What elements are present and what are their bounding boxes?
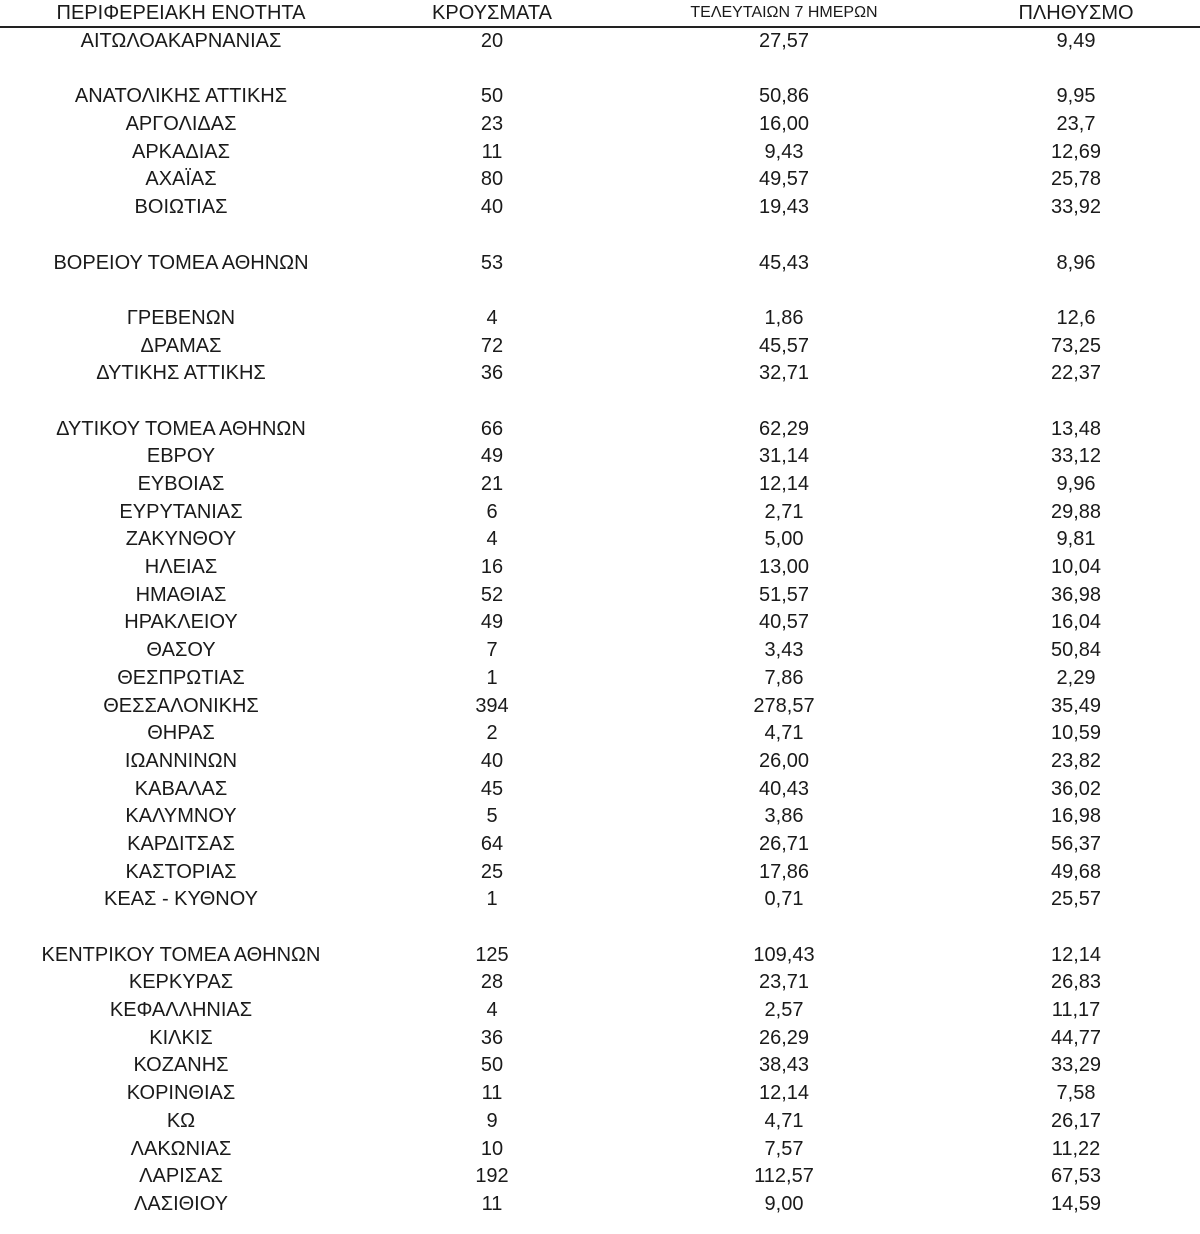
cell-cases: 72 [480, 334, 504, 357]
cell-region: ΛΑΣΙΘΙΟΥ [134, 1192, 228, 1215]
table-row [0, 471, 1200, 499]
cell-population: 12,6 [1056, 306, 1096, 329]
cell-population: 23,82 [1050, 749, 1102, 772]
header-region: ΠΕΡΙΦΕΡΕΙΑΚΗ ΕΝΟΤΗΤΑ [56, 2, 306, 24]
cell-last-7-days: 112,57 [754, 1165, 814, 1188]
cell-region: ΔΥΤΙΚΟΥ ΤΟΜΕΑ ΑΘΗΝΩΝ [56, 417, 306, 440]
cell-cases: 9 [486, 1109, 498, 1132]
cell-last-7-days: 50,86 [758, 85, 810, 108]
cell-population: 11,22 [1051, 1137, 1101, 1160]
cell-last-7-days: 13,00 [758, 556, 810, 579]
cell-region: ΗΡΑΚΛΕΙΟΥ [124, 611, 238, 634]
cell-cases: 52 [480, 583, 504, 606]
cell-last-7-days: 0,71 [764, 888, 804, 911]
cell-region: ΑΧΑΪΑΣ [145, 168, 217, 191]
cell-last-7-days: 2,57 [764, 999, 804, 1022]
cell-region: ΚΩ [166, 1109, 196, 1132]
table-row [0, 166, 1200, 194]
cell-population: 10,59 [1050, 722, 1102, 745]
cell-cases: 45 [480, 777, 504, 800]
cell-last-7-days: 32,71 [758, 362, 810, 385]
table-row [0, 803, 1200, 831]
table-row [0, 83, 1200, 111]
cell-cases: 7 [486, 639, 498, 662]
cell-last-7-days: 38,43 [758, 1054, 810, 1077]
table-row [0, 360, 1200, 388]
cell-cases: 4 [486, 306, 498, 329]
cell-region: ΚΕΝΤΡΙΚΟΥ ΤΟΜΕΑ ΑΘΗΝΩΝ [41, 943, 321, 966]
cell-last-7-days: 45,57 [758, 334, 810, 357]
cell-last-7-days: 23,71 [758, 971, 810, 994]
table-row [0, 969, 1200, 997]
cell-population: 12,14 [1050, 943, 1102, 966]
cell-cases: 40 [480, 196, 504, 219]
cell-region: ΘΕΣΠΡΩΤΙΑΣ [117, 666, 245, 689]
cell-last-7-days: 9,00 [764, 1192, 804, 1215]
cell-population: 22,37 [1050, 362, 1102, 385]
cell-population: 23,7 [1056, 113, 1096, 136]
cell-region: ΘΑΣΟΥ [146, 639, 216, 662]
cell-region: ΚΕΦΑΛΛΗΝΙΑΣ [109, 999, 253, 1022]
cell-cases: 4 [486, 999, 498, 1022]
cell-population: 50,84 [1050, 639, 1102, 662]
cell-last-7-days: 5,00 [764, 528, 804, 551]
cell-cases: 11 [481, 1082, 503, 1105]
cell-population: 9,95 [1056, 85, 1096, 108]
cell-population: 26,17 [1050, 1109, 1102, 1132]
cell-last-7-days: 26,00 [758, 749, 810, 772]
header-last-7-days: ΤΕΛΕΥΤΑΙΩΝ 7 ΗΜΕΡΩΝ [690, 4, 878, 21]
table-body [0, 28, 1200, 1219]
table-row [0, 693, 1200, 721]
cell-last-7-days: 4,71 [764, 722, 804, 745]
cell-region: ΓΡΕΒΕΝΩΝ [126, 306, 236, 329]
cell-last-7-days: 7,57 [764, 1137, 804, 1160]
cell-last-7-days: 12,14 [758, 473, 810, 495]
cell-region: ΚΟΡΙΝΘΙΑΣ [126, 1082, 236, 1105]
cell-cases: 25 [480, 860, 504, 883]
cell-region: ΕΥΒΟΙΑΣ [137, 473, 225, 495]
cell-cases: 36 [480, 362, 504, 385]
cell-region: ΔΥΤΙΚΗΣ ΑΤΤΙΚΗΣ [96, 362, 266, 385]
table-row [0, 886, 1200, 914]
table-row [0, 1080, 1200, 1108]
cell-cases: 6 [486, 500, 498, 523]
cell-region: ΕΒΡΟΥ [146, 445, 216, 468]
table-row [0, 1163, 1200, 1191]
cell-cases: 20 [480, 30, 504, 52]
cell-cases: 1 [486, 666, 498, 689]
table-row [0, 443, 1200, 471]
table-row [0, 1025, 1200, 1053]
cell-cases: 10 [480, 1137, 504, 1160]
cell-region: ΒΟΙΩΤΙΑΣ [134, 196, 228, 219]
cell-cases: 4 [486, 528, 498, 551]
cell-cases: 2 [486, 722, 498, 745]
cell-cases: 53 [480, 251, 504, 274]
table-row [0, 28, 1200, 56]
cell-cases: 11 [481, 1192, 503, 1215]
cell-last-7-days: 16,00 [758, 113, 810, 136]
cell-region: ΔΡΑΜΑΣ [140, 334, 222, 357]
cell-population: 14,59 [1050, 1192, 1102, 1215]
table-row [0, 720, 1200, 748]
cell-population: 25,57 [1050, 888, 1102, 911]
cell-population: 9,96 [1056, 473, 1096, 495]
cell-cases: 36 [480, 1026, 504, 1049]
table-row [0, 748, 1200, 776]
cell-last-7-days: 62,29 [758, 417, 810, 440]
cell-last-7-days: 26,29 [758, 1026, 810, 1049]
cell-cases: 5 [486, 805, 498, 828]
table-row [0, 333, 1200, 361]
cell-population: 16,98 [1050, 805, 1102, 828]
table-row [0, 139, 1200, 167]
cell-last-7-days: 4,71 [764, 1109, 804, 1132]
cell-region: ΙΩΑΝΝΙΝΩΝ [124, 749, 238, 772]
cell-cases: 49 [480, 445, 504, 468]
cell-last-7-days: 9,43 [764, 140, 804, 163]
cell-cases: 394 [475, 694, 509, 717]
cell-population: 13,48 [1050, 417, 1102, 440]
cell-cases: 16 [480, 556, 504, 579]
cell-cases: 80 [480, 168, 504, 191]
cell-region: ΛΑΚΩΝΙΑΣ [130, 1137, 232, 1160]
cell-population: 26,83 [1050, 971, 1102, 994]
cell-cases: 23 [480, 113, 504, 136]
cell-region: ΚΑΛΥΜΝΟΥ [125, 805, 237, 828]
cell-population: 8,96 [1056, 251, 1096, 274]
cell-cases: 50 [480, 85, 504, 108]
cell-last-7-days: 3,43 [764, 639, 804, 662]
table-row [0, 942, 1200, 970]
cell-last-7-days: 45,43 [758, 251, 810, 274]
table-row [0, 526, 1200, 554]
cell-population: 16,04 [1050, 611, 1102, 634]
cell-last-7-days: 2,71 [764, 500, 804, 523]
cell-region: ΛΑΡΙΣΑΣ [139, 1165, 223, 1188]
cell-region: ΑΡΓΟΛΙΔΑΣ [125, 113, 237, 136]
cell-region: ΒΟΡΕΙΟΥ ΤΟΜΕΑ ΑΘΗΝΩΝ [53, 251, 309, 274]
cell-last-7-days: 12,14 [758, 1082, 810, 1105]
table-row [0, 665, 1200, 693]
table-row [0, 305, 1200, 333]
cell-cases: 21 [480, 473, 504, 495]
cell-last-7-days: 3,86 [764, 805, 804, 828]
cell-population: 35,49 [1050, 694, 1102, 717]
cell-region: ΚΙΛΚΙΣ [149, 1026, 213, 1049]
cell-region: ΚΕΑΣ - ΚΥΘΝΟΥ [104, 888, 258, 911]
cell-cases: 192 [475, 1165, 509, 1188]
header-cases: ΚΡΟΥΣΜΑΤΑ [432, 2, 552, 24]
cell-last-7-days: 40,43 [758, 777, 810, 800]
cell-population: 10,04 [1050, 556, 1102, 579]
table-row [0, 554, 1200, 582]
cell-population: 33,92 [1050, 196, 1102, 219]
cell-population: 44,77 [1050, 1026, 1102, 1049]
cell-region: ΚΑΡΔΙΤΣΑΣ [127, 832, 235, 855]
table-row [0, 582, 1200, 610]
cell-region: ΘΕΣΣΑΛΟΝΙΚΗΣ [103, 694, 259, 717]
table-row [0, 1108, 1200, 1136]
cell-population: 29,88 [1050, 500, 1102, 523]
cell-last-7-days: 40,57 [758, 611, 810, 634]
cell-region: ΖΑΚΥΝΘΟΥ [125, 528, 237, 551]
table-row [0, 831, 1200, 859]
table-row [0, 1191, 1200, 1219]
cell-population: 33,29 [1050, 1054, 1102, 1077]
cell-population: 33,12 [1050, 445, 1102, 468]
cell-last-7-days: 1,86 [764, 306, 804, 329]
cell-population: 36,98 [1050, 583, 1102, 606]
cell-region: ΚΑΒΑΛΑΣ [134, 777, 228, 800]
table-header [0, 0, 1200, 28]
cell-population: 36,02 [1050, 777, 1102, 800]
cell-population: 2,29 [1056, 666, 1096, 689]
cell-cases: 1 [486, 888, 498, 911]
cell-population: 49,68 [1050, 860, 1102, 883]
cell-last-7-days: 17,86 [758, 860, 810, 883]
cell-population: 67,53 [1050, 1165, 1102, 1188]
cell-cases: 125 [475, 943, 509, 966]
table-row [0, 416, 1200, 444]
cell-region: ΑΝΑΤΟΛΙΚΗΣ ΑΤΤΙΚΗΣ [74, 85, 288, 108]
table-row [0, 1052, 1200, 1080]
cell-region: ΚΑΣΤΟΡΙΑΣ [125, 860, 237, 883]
cell-population: 56,37 [1050, 832, 1102, 855]
cell-cases: 28 [480, 971, 504, 994]
cell-last-7-days: 31,14 [758, 445, 810, 468]
table-row [0, 609, 1200, 637]
cell-region: ΗΜΑΘΙΑΣ [135, 583, 227, 606]
cell-last-7-days: 109,43 [753, 943, 815, 966]
cell-last-7-days: 19,43 [758, 196, 810, 219]
table-row [0, 776, 1200, 804]
cell-population: 7,58 [1056, 1082, 1096, 1105]
cell-last-7-days: 278,57 [753, 694, 815, 717]
cell-last-7-days: 26,71 [758, 832, 810, 855]
cell-cases: 64 [480, 832, 504, 855]
cell-region: ΚΕΡΚΥΡΑΣ [128, 971, 234, 994]
cell-population: 12,69 [1050, 140, 1102, 163]
cell-region: ΕΥΡΥΤΑΝΙΑΣ [119, 500, 243, 523]
table-row [0, 111, 1200, 139]
cell-cases: 49 [480, 611, 504, 634]
table-row [0, 194, 1200, 222]
cell-last-7-days: 7,86 [764, 666, 804, 689]
cell-last-7-days: 27,57 [758, 30, 810, 52]
cell-region: ΑΙΤΩΛΟΑΚΑΡΝΑΝΙΑΣ [80, 30, 282, 52]
cell-cases: 66 [480, 417, 504, 440]
header-population: ΠΛΗΘΥΣΜΟ [1018, 2, 1134, 24]
table-row [0, 1136, 1200, 1164]
table-row [0, 250, 1200, 278]
table-row [0, 997, 1200, 1025]
cell-cases: 11 [481, 140, 503, 163]
cell-region: ΗΛΕΙΑΣ [144, 556, 218, 579]
cell-region: ΑΡΚΑΔΙΑΣ [132, 140, 230, 163]
cell-last-7-days: 49,57 [758, 168, 810, 191]
cell-cases: 40 [480, 749, 504, 772]
cell-last-7-days: 51,57 [758, 583, 810, 606]
table-row [0, 637, 1200, 665]
cell-population: 9,49 [1056, 30, 1096, 52]
cell-cases: 50 [480, 1054, 504, 1077]
cell-population: 73,25 [1050, 334, 1102, 357]
cell-region: ΚΟΖΑΝΗΣ [133, 1054, 229, 1077]
cell-population: 9,81 [1056, 528, 1096, 551]
cell-population: 25,78 [1050, 168, 1102, 191]
table-row [0, 499, 1200, 527]
cell-population: 11,17 [1051, 999, 1101, 1022]
cell-region: ΘΗΡΑΣ [147, 722, 215, 745]
table-row [0, 859, 1200, 887]
